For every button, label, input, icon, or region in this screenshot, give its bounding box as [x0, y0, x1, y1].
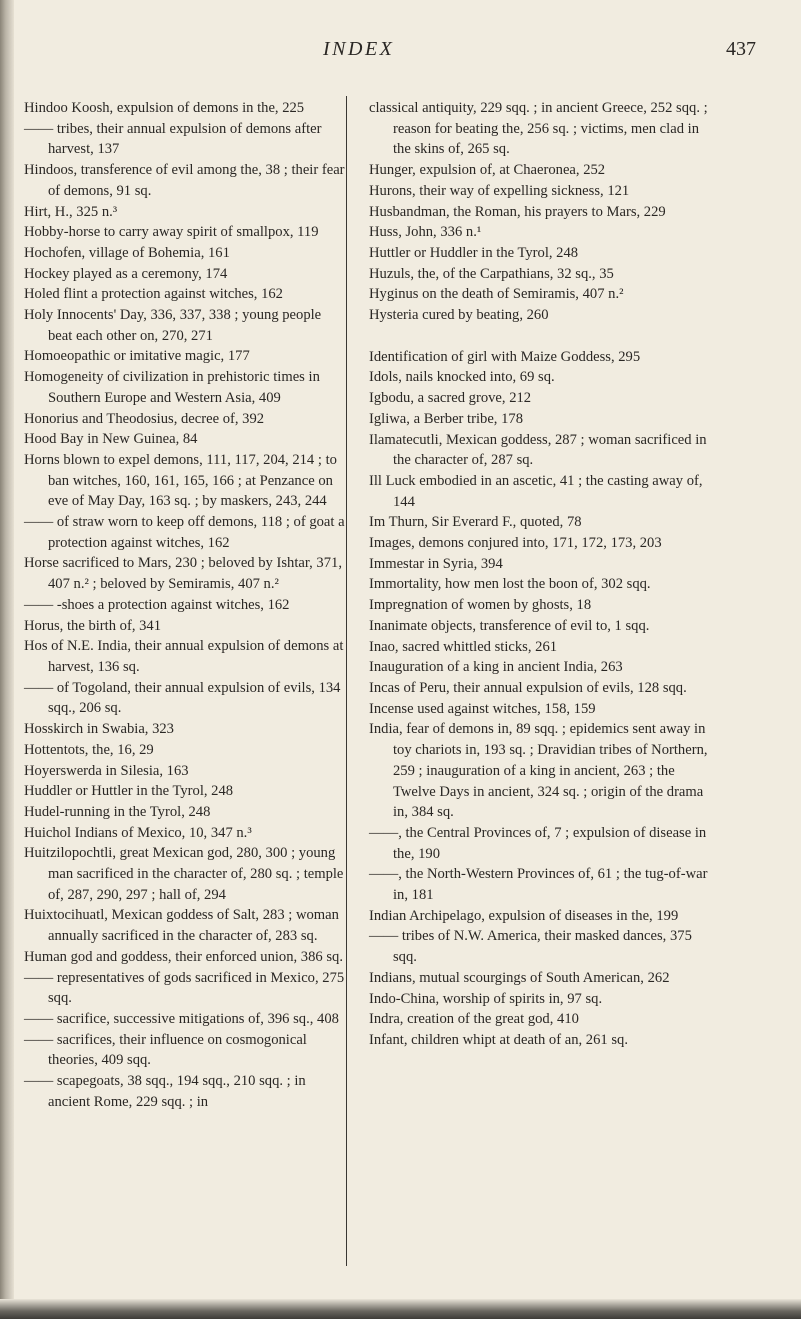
index-entry: Igbodu, a sacred grove, 212	[369, 390, 532, 407]
index-group-h	[369, 98, 711, 326]
index-entry: Indians, mutual scourgings of South American, 262	[369, 969, 670, 986]
index-entry: Hysteria cured by beating, 260	[369, 307, 549, 324]
index-entry: Holy Innocents' Day, 336, 337, 338 ; young people beat each other on, 270, 271	[24, 307, 322, 344]
column-divider	[346, 96, 347, 1266]
index-entry: Infant, children whipt at death of an, 261 sq.	[369, 1031, 628, 1048]
index-entry: Indra, creation of the great god, 410	[369, 1011, 579, 1028]
index-entry: classical antiquity, 229 sqq. ; in ancient Greece, 252 sqq. ; reason for beating the, 256 sq. ; victims, men clad in the skins of, 265 sq.	[369, 100, 708, 158]
index-entry: ——, the Central Provinces of, 7 ; expulsion of disease in the, 190	[369, 824, 707, 862]
index-entry: ——, the North-Western Provinces of, 61 ; the tug-of-war in, 181	[369, 866, 708, 904]
index-entry: Huddler or Huttler in the Tyrol, 248	[24, 783, 234, 800]
index-entry: Hudel-running in the Tyrol, 248	[24, 803, 211, 820]
index-entry: —— of Togoland, their annual expulsion of evils, 134 sqq., 206 sq.	[24, 679, 341, 717]
letter-group-gap	[369, 326, 711, 347]
index-entry: —— scapegoats, 38 sqq., 194 sqq., 210 sqq. ; in ancient Rome, 229 sqq. ; in	[24, 1073, 306, 1110]
index-entry: Huttler or Huddler in the Tyrol, 248	[369, 244, 579, 261]
index-entry: Im Thurn, Sir Everard F., quoted, 78	[369, 514, 582, 531]
index-entry: Hockey played as a ceremony, 174	[24, 265, 228, 282]
index-entry: Hottentots, the, 16, 29	[24, 741, 154, 758]
index-entry: Husbandman, the Roman, his prayers to Mars, 229	[369, 203, 666, 220]
index-entry: Idols, nails knocked into, 69 sq.	[369, 369, 555, 386]
index-entry: Homoeopathic or imitative magic, 177	[24, 348, 250, 365]
running-title: INDEX	[323, 38, 395, 60]
index-entry: Hoyerswerda in Silesia, 163	[24, 762, 189, 779]
index-entry: —— -shoes a protection against witches, 162	[24, 596, 290, 613]
page-number: 437	[726, 38, 756, 60]
index-column-left	[24, 98, 348, 1112]
index-entry: —— representatives of gods sacrificed in Mexico, 275 sqq.	[24, 969, 345, 1007]
index-entry: —— sacrifice, successive mitigations of, 396 sq., 408	[24, 1010, 339, 1027]
index-entry: Immestar in Syria, 394	[369, 555, 503, 572]
index-entry: Inanimate objects, transference of evil to, 1 sqq.	[369, 617, 650, 634]
index-entry: Hindoos, transference of evil among the, 38 ; their fear of demons, 91 sq.	[24, 162, 345, 199]
page-header	[0, 38, 801, 78]
index-entry: —— of straw worn to keep off demons, 118 ; of goat a protection against witches, 162	[24, 514, 345, 551]
index-entry: Huixtocihuatl, Mexican goddess of Salt, 283 ; woman annually sacrificed in the character of, 283 sq.	[24, 907, 339, 945]
index-entry: Homogeneity of civilization in prehistoric times in Southern Europe and Western Asia, 409	[24, 369, 320, 406]
index-entry: Ill Luck embodied in an ascetic, 41 ; the casting away of, 144	[369, 472, 703, 510]
index-entry: Images, demons conjured into, 171, 172, 173, 203	[369, 535, 662, 552]
index-column-right	[369, 98, 711, 1051]
index-entry: Identification of girl with Maize Goddess, 295	[369, 348, 641, 365]
page-bottom-edge	[0, 1299, 801, 1319]
index-entry: Indian Archipelago, expulsion of diseases in the, 199	[369, 907, 679, 924]
index-entry: Horus, the birth of, 341	[24, 617, 162, 634]
index-entry: Hurons, their way of expelling sickness, 121	[369, 182, 630, 199]
index-entry: Ilamatecutli, Mexican goddess, 287 ; woman sacrificed in the character of, 287 sq.	[369, 431, 707, 469]
index-entry: Incense used against witches, 158, 159	[369, 700, 596, 717]
index-entry: Huzuls, the, of the Carpathians, 32 sq., 35	[369, 265, 614, 282]
index-entry: Hos of N.E. India, their annual expulsion of demons at harvest, 136 sq.	[24, 638, 344, 675]
index-entry: Hochofen, village of Bohemia, 161	[24, 244, 230, 261]
index-entry: —— tribes, their annual expulsion of demons after harvest, 137	[24, 120, 322, 158]
index-entry: Hosskirch in Swabia, 323	[24, 721, 174, 738]
index-entry: Hood Bay in New Guinea, 84	[24, 431, 198, 448]
index-entry: Hunger, expulsion of, at Chaeronea, 252	[369, 162, 606, 179]
index-entry: Hyginus on the death of Semiramis, 407 n.²	[369, 286, 624, 303]
index-entry: Horns blown to expel demons, 111, 117, 204, 214 ; to ban witches, 160, 161, 165, 166 ; at Penzance on eve of May Day, 163 sq. ; by maskers, 243, 244	[24, 451, 337, 510]
index-entry: Huichol Indians of Mexico, 10, 347 n.³	[24, 824, 252, 841]
book-binding-edge	[0, 0, 14, 1319]
index-entry: Inauguration of a king in ancient India, 263	[369, 659, 623, 676]
index-entry: Human god and goddess, their enforced union, 386 sq.	[24, 948, 343, 965]
index-entry: Huitzilopochtli, great Mexican god, 280, 300 ; young man sacrificed in the character of, 280 sq. ; temple of, 287, 290, 297 ; hall of, 294	[24, 845, 344, 903]
index-entry: Honorius and Theodosius, decree of, 392	[24, 410, 265, 427]
index-entry: Hindoo Koosh, expulsion of demons in the, 225	[24, 100, 305, 116]
index-entry: India, fear of demons in, 89 sqq. ; epidemics sent away in toy chariots in, 193 sq. ; Dravidian tribes of Northern, 259 ; inauguration of a king in ancient, 263 ; the Twelve Days in ancient, 324 sq. ; origin of the drama in, 384 sq.	[369, 721, 708, 821]
index-entry: Horse sacrificed to Mars, 230 ; beloved by Ishtar, 371, 407 n.² ; beloved by Semiramis, 407 n.²	[24, 555, 342, 593]
index-entry: Igliwa, a Berber tribe, 178	[369, 410, 523, 427]
index-entry: Indo-China, worship of spirits in, 97 sq.	[369, 990, 603, 1007]
index-entry: Holed flint a protection against witches, 162	[24, 286, 283, 303]
index-entry: Hobby-horse to carry away spirit of smallpox, 119	[24, 224, 319, 241]
index-entry: Huss, John, 336 n.¹	[369, 224, 482, 241]
index-entry: —— sacrifices, their influence on cosmogonical theories, 409 sqq.	[24, 1031, 307, 1069]
index-entry: Inao, sacred whittled sticks, 261	[369, 638, 558, 655]
index-entry: Impregnation of women by ghosts, 18	[369, 597, 592, 614]
index-entry: Immortality, how men lost the boon of, 302 sqq.	[369, 576, 651, 593]
index-entry: —— tribes of N.W. America, their masked dances, 375 sqq.	[369, 928, 692, 966]
index-entry: Hirt, H., 325 n.³	[24, 203, 118, 220]
index-entry: Incas of Peru, their annual expulsion of evils, 128 sqq.	[369, 679, 687, 696]
index-group-i	[369, 347, 711, 1051]
